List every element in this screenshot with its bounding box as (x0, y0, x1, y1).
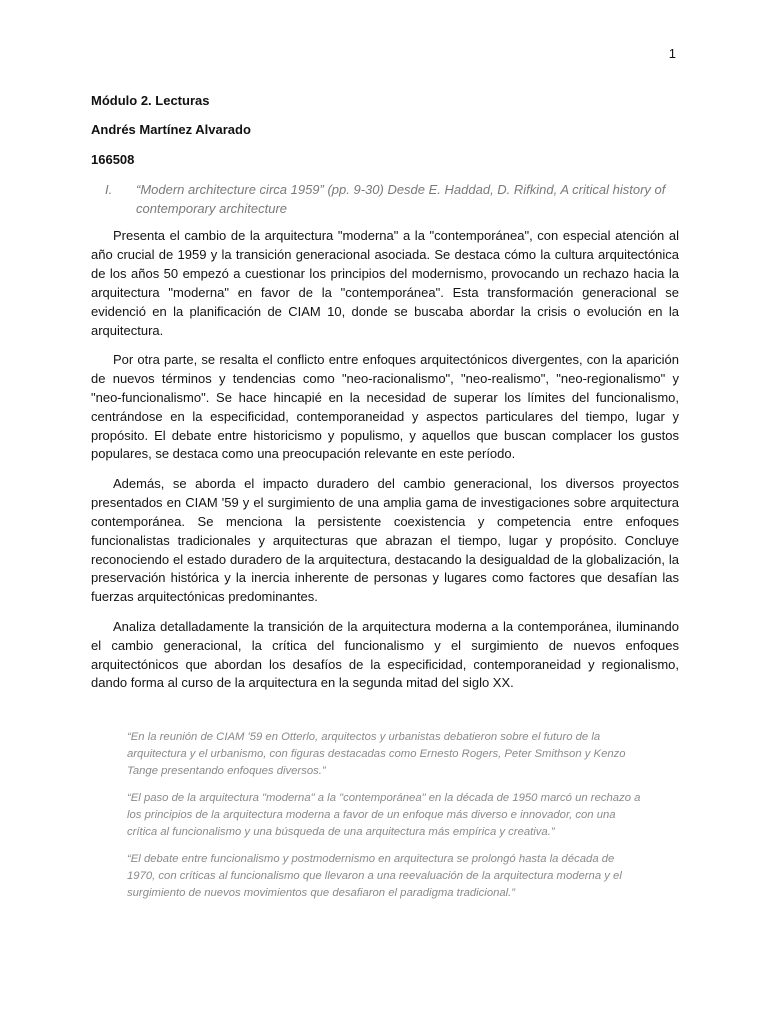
paragraph: Por otra parte, se resalta el conflicto entre enfoques arquitectónicos divergentes, con la aparición de nuevos términos y tendencias como "neo-racionalismo", "neo-realismo", "neo-regionalismo" y "neo-funcionalismo". Se hace hincapié en la necesidad de superar los límites del funcionalismo, centrándose en la especificidad, contemporaneidad y aspectos particulares del tiempo, lugar y propósito. El debate entre historicismo y populismo, y aquellos que buscan complacer los gustos populares, se destaca como una preocupación relevante en este período. (91, 351, 679, 462)
quote: “En la reunión de CIAM '59 en Otterlo, arquitectos y urbanistas debatieron sobre el futuro de la arquitectura y el urbanismo, con figuras destacadas como Ernesto Rogers, Peter Smithson y Kenzo Tange presentando enfoques diversos.” (127, 731, 626, 777)
module-heading: Módulo 2. Lecturas (91, 93, 210, 108)
author-name: Andrés Martínez Alvarado (91, 122, 251, 137)
paragraph: Además, se aborda el impacto duradero del cambio generacional, los diversos proyectos presentados en CIAM '59 y el surgimiento de una amplia gama de investigaciones sobre arquitectura contemporánea. Se menciona la persistente coexistencia y competencia entre enfoques funcionalistas tradicionales y arquitecturas que abrazan el tiempo, lugar y propósito. Concluye reconociendo el estado duradero de la arquitectura, destacando la desigualdad de la globalización, la preservación histórica y la inercia inherente de personas y lugares como factores que desafían las fuerzas arquitectónicas predominantes. (91, 475, 679, 605)
quote: “El paso de la arquitectura "moderna" a la "contemporánea" en la década de 1950 marcó un rechazo a los principios de la arquitectura moderna a favor de un enfoque más diverso e innovador, con una crítica al funcionalismo y una búsqueda de una arquitectura más empírica y creativa.” (127, 792, 641, 838)
paragraph: Presenta el cambio de la arquitectura "moderna" a la "contemporánea", con especial atención al año crucial de 1959 y la transición generacional asociada. Se destaca cómo la cultura arquitectónica de los años 50 empezó a cuestionar los principios del modernismo, provocando un rechazo hacia la arquitectura "moderna" en favor de la "contemporánea". Esta transformación generacional se evidenció en la planificación de CIAM 10, donde se buscaba abordar la crisis o evolución en la arquitectura. (91, 228, 679, 338)
quotes-block (127, 729, 645, 912)
reading-title (91, 180, 691, 218)
body-text (91, 227, 679, 704)
paragraph: Analiza detalladamente la transición de la arquitectura moderna a la contemporánea, iluminando el cambio generacional, la crítica del funcionalismo y el surgimiento de nuevos enfoques arquitectónicos que abordan los desafíos de la especificidad, contemporaneidad y regionalismo, dando forma al curso de la arquitectura en la segunda mitad del siglo XX. (91, 618, 679, 691)
page-number: 1 (668, 46, 676, 61)
student-id: 166508 (91, 152, 135, 167)
reading-title-text: “Modern architecture circa 1959” (pp. 9-30) Desde E. Haddad, D. Rifkind, A critical history of contemporary architecture (136, 182, 666, 216)
quote: “El debate entre funcionalismo y postmodernismo en arquitectura se prolongó hasta la década de 1970, con críticas al funcionalismo que llevaron a una reevaluación de la arquitectura moderna y el surgimiento de nuevos movimientos que desafiaron el paradigma tradicional.” (127, 853, 622, 899)
reading-numeral: I. (105, 182, 113, 197)
